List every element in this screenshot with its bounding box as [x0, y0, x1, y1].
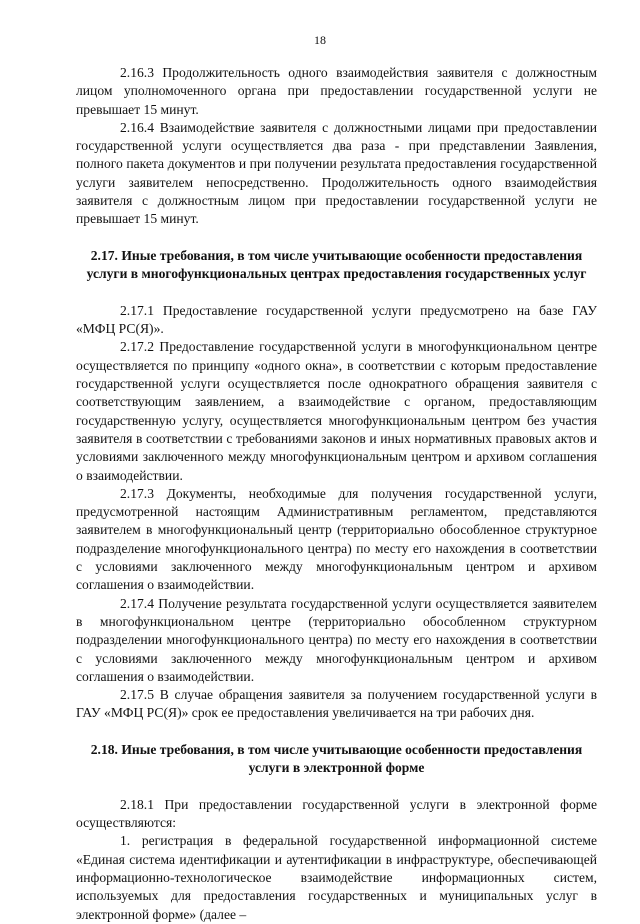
paragraph-2-18-1: 2.18.1 При предоставлении государственной услуги в электронной форме осуществляются:	[76, 796, 597, 831]
page-number: 18	[314, 33, 326, 47]
section-heading-2-17: 2.17. Иные требования, в том числе учитывающие особенности предоставления услуги в многофункциональных центрах предоставления государственных услуг	[86, 247, 587, 282]
paragraph-2-16-4: 2.16.4 Взаимодействие заявителя с должностными лицами при предоставлении государственной услуги осуществляется два раза - при представлении Заявления, полного пакета документов и при получении результата предоставления государственной услуги заявителем непосредственно. Продолжительность одного взаимодействия заявителя с должностным лицом при предоставлении государственной услуги не превышает 15 минут.	[76, 119, 597, 227]
paragraph-2-17-5: 2.17.5 В случае обращения заявителя за получением государственной услуги в ГАУ «МФЦ РС(Я)» срок ее предоставления увеличивается на три рабочих дня.	[76, 687, 597, 721]
paragraph-2-17-2: 2.17.2 Предоставление государственной услуги в многофункциональном центре осуществляется по принципу «одного окна», в соответствии с которым предоставление государственной услуги осуществляется после однократного обращения заявителя с соответствующим заявлением, а взаимодействие с органом, предоставляющим государственную услугу, осуществляется многофункциональным центром без участия заявителя в соответствии с требованиями законов и иных нормативных правовых актов и условиями заключенного между многофункциональным центром и архивом соглашения о взаимодействии.	[76, 339, 597, 483]
paragraph-2-16-3: 2.16.3 Продолжительность одного взаимодействия заявителя с должностным лицом уполномоченного органа при предоставлении государственной услуги не превышает 15 минут.	[76, 65, 597, 117]
list-item-1: 1. регистрация в федеральной государственной информационной системе «Единая система идентификации и аутентификации в инфраструктуре, обеспечивающей информационно-технологическое взаимодействие информационных систем, используемых для предоставления государственных и муниципальных услуг в электронной форме» (далее –	[76, 833, 597, 922]
paragraph-2-17-1: 2.17.1 Предоставление государственной услуги предусмотрено на базе ГАУ «МФЦ РС(Я)».	[76, 302, 597, 337]
paragraph-2-17-3: 2.17.3 Документы, необходимые для получения государственной услуги, предусмотренной настоящим Административным регламентом, представляются заявителем в многофункциональный центр (территориально обособленное структурное подразделение многофункционального центра) по месту его нахождения в соответствии с условиями заключенного между многофункциональным центром и архивом соглашения о взаимодействии.	[76, 485, 597, 593]
document-body	[76, 64, 597, 924]
paragraph-2-17-4: 2.17.4 Получение результата государственной услуги осуществляется заявителем в многофункциональном центре (территориально обособленном структурном подразделении многофункционального центра) по месту его нахождения в соответствии с условиями заключенного между многофункциональным центром и архивом соглашения о взаимодействии.	[76, 595, 597, 684]
section-heading-2-18: 2.18. Иные требования, в том числе учитывающие особенности предоставления услуги в электронной форме	[90, 741, 583, 776]
